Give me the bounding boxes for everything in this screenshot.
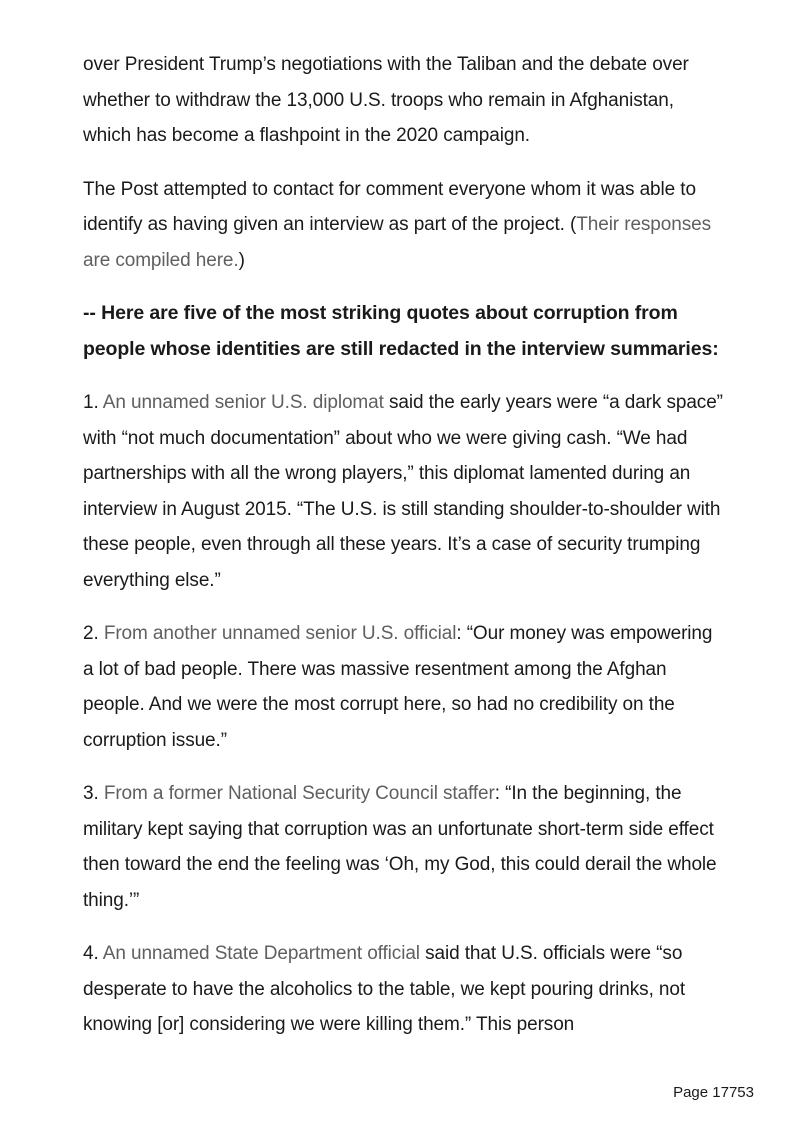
document-body — [83, 47, 723, 1061]
quote-source-link[interactable]: From a former National Security Council staffer — [103, 783, 495, 804]
quote-text: said the early years were “a dark space” with “not much documentation” about who we were giving cash. “We had partnerships with all the wrong players,” this diplomat lamented during an interview in August 2015. “The U.S. is still standing shoulder-to-shoulder with these people, even through all these years. It’s a case of security trumping everything else.” — [83, 392, 723, 591]
quote-item-1 — [83, 385, 723, 598]
quote-item-3 — [83, 776, 723, 918]
quote-number: 1. — [83, 392, 103, 413]
section-heading: -- Here are five of the most striking quotes about corruption from people whose identities are still redacted in the interview summaries: — [83, 302, 719, 360]
page-number: Page 17753 — [673, 1084, 754, 1101]
quote-text: said that U.S. officials were “so desperate to have the alcoholics to the table, we kept pouring drinks, not knowing [or] considering we were killing them.” This person — [83, 943, 686, 1035]
quote-number: 2. — [83, 623, 104, 644]
paragraph-contact — [83, 172, 723, 279]
quote-source-link[interactable]: An unnamed senior U.S. diplomat — [102, 392, 384, 413]
responses-link[interactable]: Their responses are compiled here. — [83, 214, 711, 271]
paragraph-intro: over President Trump’s negotiations with the Taliban and the debate over whether to withdraw the 13,000 U.S. troops who remain in Afghanistan, which has become a flashpoint in the 2020 campaign. — [83, 54, 689, 146]
quote-source-link[interactable]: An unnamed State Department official — [102, 943, 420, 964]
quote-source-link[interactable]: From another unnamed senior U.S. official — [103, 623, 457, 644]
quote-item-4 — [83, 936, 723, 1043]
quote-item-2 — [83, 616, 723, 758]
quote-text: : “In the beginning, the military kept saying that corruption was an unfortunate short-term side effect then toward the end the feeling was ‘Oh, my God, this could derail the whole thing.’” — [83, 783, 717, 911]
paragraph-contact-end: ) — [238, 249, 245, 271]
quote-text: : “Our money was empowering a lot of bad people. There was massive resentment among the Afghan people. And we were the most corrupt here, so had no credibility on the corruption issue.” — [83, 623, 713, 751]
quote-number: 4. — [83, 943, 103, 964]
quote-number: 3. — [83, 783, 104, 804]
paragraph-contact-text: The Post attempted to contact for comment everyone whom it was able to identify as having given an interview as part of the project. ( — [83, 178, 696, 235]
